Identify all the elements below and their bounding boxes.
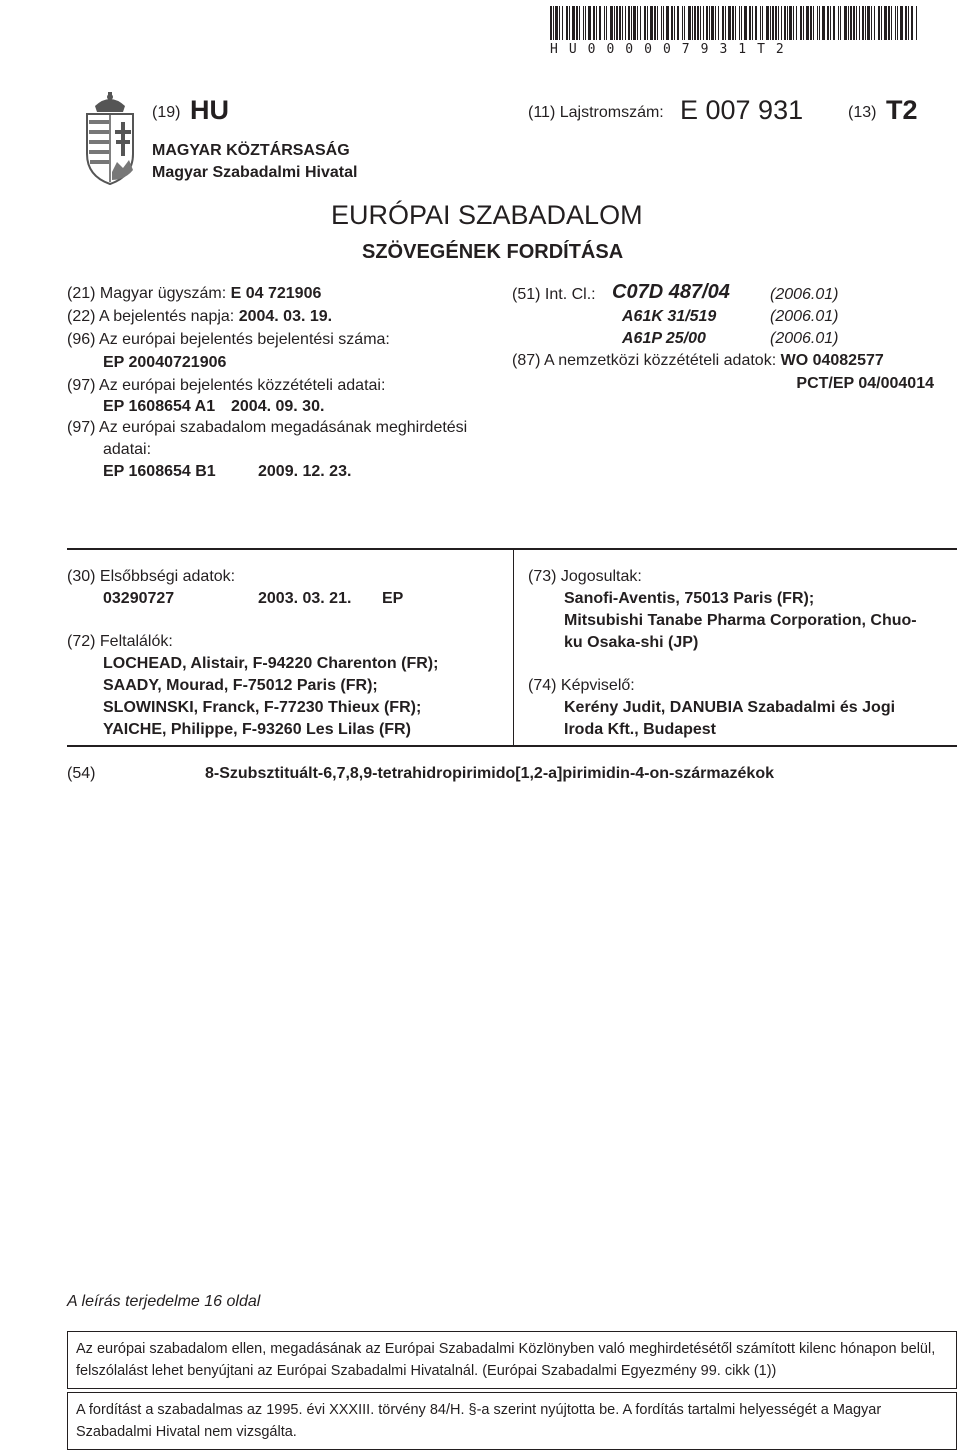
- divider-bottom: [67, 745, 957, 747]
- field-22: (22) A bejelentés napja: 2004. 03. 19.: [67, 308, 333, 325]
- ipc-version: (2006.01): [770, 286, 839, 303]
- representative: Kerény Judit, DANUBIA Szabadalmi és Jogi: [564, 699, 896, 716]
- owner: Sanofi-Aventis, 75013 Paris (FR);: [564, 590, 815, 607]
- priority-country: EP: [382, 590, 404, 607]
- field-96-value: EP 20040721906: [103, 354, 227, 371]
- field-97b-date: 2009. 12. 23.: [258, 463, 352, 480]
- office-country: MAGYAR KÖZTÁRSASÁG: [152, 142, 350, 159]
- description-length: A leírás terjedelme 16 oldal: [67, 1293, 261, 1310]
- inventor: LOCHEAD, Alistair, F-94220 Charenton (FR);: [103, 655, 439, 672]
- field-97a-date: 2004. 09. 30.: [231, 398, 325, 415]
- owner: Mitsubishi Tanabe Pharma Corporation, Chuo-: [564, 612, 917, 629]
- field-11-label: (11) Lajstromszám:: [528, 104, 664, 121]
- divider-top: [67, 548, 957, 550]
- ipc-code: C07D 487/04: [612, 281, 730, 303]
- ipc-version: (2006.01): [770, 330, 839, 347]
- field-30-label: (30) Elsőbbségi adatok:: [67, 568, 236, 585]
- ipc-version: (2006.01): [770, 308, 839, 325]
- translation-notice: A fordítást a szabadalmas az 1995. évi XXXIII. törvény 84/H. §-a szerint nyújtotta be. A fordítás tartalmi helyességét a Magyar Szabadalmi Hivatal nem vizsgálta.: [67, 1392, 957, 1450]
- field-72-label: (72) Feltalálók:: [67, 633, 173, 650]
- invention-title: 8-Szubsztituált-6,7,8,9-tetrahidropirimido[1,2-a]pirimidin-4-on-származékok: [205, 765, 774, 782]
- field-13-code: (13): [848, 104, 877, 121]
- inventor: SLOWINSKI, Franck, F-77230 Thieux (FR);: [103, 699, 422, 716]
- priority-date: 2003. 03. 21.: [258, 590, 352, 607]
- field-19-code: (19): [152, 104, 181, 121]
- kind-code: T2: [886, 95, 918, 125]
- representative: Iroda Kft., Budapest: [564, 721, 717, 738]
- divider-vertical: [513, 549, 514, 745]
- field-51-label: (51) Int. Cl.:: [512, 286, 596, 303]
- field-74-label: (74) Képviselő:: [528, 677, 635, 694]
- field-97a-number: EP 1608654 A1: [103, 398, 216, 415]
- field-73-label: (73) Jogosultak:: [528, 568, 642, 585]
- hungarian-coat-of-arms-icon: [81, 92, 139, 186]
- field-87: (87) A nemzetközi közzétételi adatok: WO 04082577: [512, 352, 884, 369]
- ipc-code: A61K 31/519: [622, 308, 717, 325]
- barcode-number: HU000007931T2: [550, 42, 795, 57]
- ipc-code: A61P 25/00: [622, 330, 706, 347]
- priority-number: 03290727: [103, 590, 175, 607]
- opposition-notice: Az európai szabadalom ellen, megadásának az Európai Szabadalmi Közlönyben való meghirdetésétől számított kilenc hónapon belül, felszólalást lehet benyújtani az Európai Szabadalmi Hivatalnál. (Európai Szabadalmi Egyezmény 99. cikk (1)): [67, 1331, 957, 1389]
- field-54-label: (54): [67, 765, 96, 782]
- document-subtitle: SZÖVEGÉNEK FORDÍTÁSA: [362, 241, 624, 263]
- registry-number: E 007 931: [680, 95, 804, 125]
- field-97b-label-cont: adatai:: [103, 441, 152, 458]
- document-title: EURÓPAI SZABADALOM: [331, 200, 643, 230]
- inventor: YAICHE, Philippe, F-93260 Les Lilas (FR): [103, 721, 411, 738]
- country-code: HU: [190, 95, 229, 125]
- field-97a-label: (97) Az európai bejelentés közzétételi adatai:: [67, 377, 386, 394]
- field-97b-number: EP 1608654 B1: [103, 463, 216, 480]
- office-name: Magyar Szabadalmi Hivatal: [152, 164, 358, 181]
- field-96-label: (96) Az európai bejelentés bejelentési száma:: [67, 331, 390, 348]
- owner: ku Osaka-shi (JP): [564, 634, 699, 651]
- field-21: (21) Magyar ügyszám: E 04 721906: [67, 285, 322, 302]
- field-87-pct: PCT/EP 04/004014: [796, 375, 934, 392]
- inventor: SAADY, Mourad, F-75012 Paris (FR);: [103, 677, 378, 694]
- barcode: [550, 6, 920, 40]
- field-97b-label: (97) Az európai szabadalom megadásának meghirdetési: [67, 419, 468, 436]
